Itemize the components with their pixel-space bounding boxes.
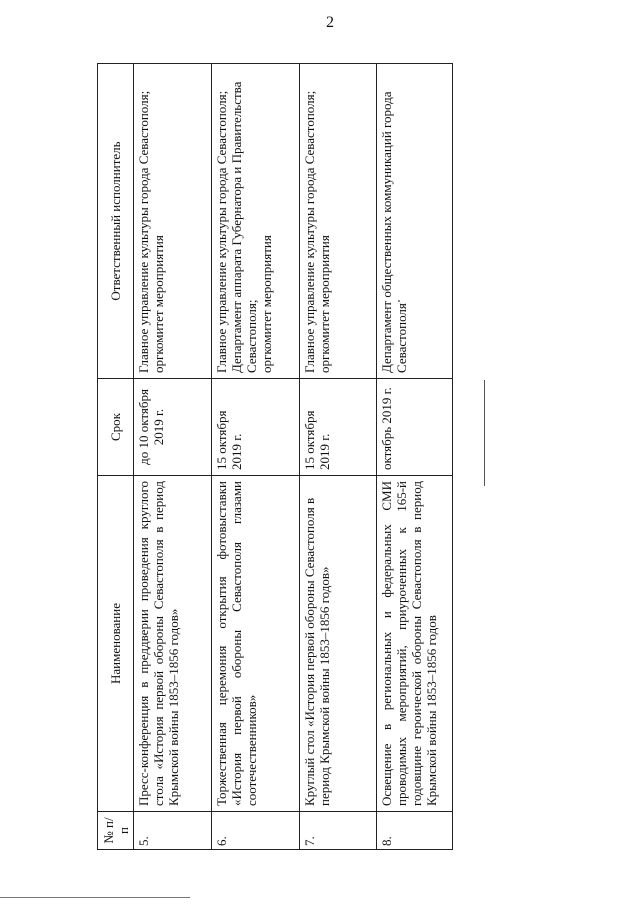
row-name: Пресс-конференция в преддверии проведения круглого стола «История первой обороны Севастополя в период Крымской войны 1853–1856 годов» [134,476,212,812]
executor-line: оргкомитет мероприятия [317,235,332,373]
row-num: 6. [212,812,300,850]
row-num: 7. [300,812,377,850]
row-term: 15 октября 2019 г. [300,379,377,476]
header-num: № п/п [98,812,134,850]
rotated-table-wrapper [97,64,461,850]
executor-line: Главное управление культуры города Севастополя; [214,90,229,373]
row-executor [300,64,377,379]
table-row [134,64,212,850]
bottom-rule [0,897,190,898]
executor-line: Главное управление культуры города Севастополя; [302,90,317,373]
events-table [97,63,453,850]
header-term: Срок [98,379,134,476]
row-executor [377,64,453,379]
row-executor [134,64,212,379]
table-row [212,64,300,850]
scan-artifact-dot [398,300,400,302]
row-name: Круглый стол «История первой обороны Севастополя в период Крымской войны 1853–1856 годов» [300,476,377,812]
header-executor: Ответственный исполнитель [98,64,134,379]
row-num: 8. [377,812,453,850]
row-term: октябрь 2019 г. [377,379,453,476]
row-num: 5. [134,812,212,850]
executor-line: оргкомитет мероприятия [259,235,274,373]
row-term: 15 октября 2019 г. [212,379,300,476]
scan-artifact-line [484,380,485,486]
row-executor [212,64,300,379]
row-term: до 10 октября 2019 г. [134,379,212,476]
executor-line: Департамент общественных коммуникаций города Севастополя [379,91,409,373]
rotated-table [97,64,461,850]
executor-line: оргкомитет мероприятия [151,235,166,373]
row-name: Торжественная церемония открытия фотовыставки «История первой обороны Севастополя глазами соотечественников» [212,476,300,812]
executor-line: Главное управление культуры города Севастополя; [136,90,151,373]
page-number: 2 [326,14,334,31]
table-header-row [98,64,134,850]
table-row [377,64,453,850]
table-row [300,64,377,850]
row-name: Освещение в региональных и федеральных СМИ проводимых мероприятий, приуроченных к 165-й годовщине героической обороны Севастополя в период Крымской войны 1853–1856 годов [377,476,453,812]
executor-line: Департамент аппарата Губернатора и Правительства Севастополя; [229,81,259,373]
header-name: Наименование [98,476,134,812]
